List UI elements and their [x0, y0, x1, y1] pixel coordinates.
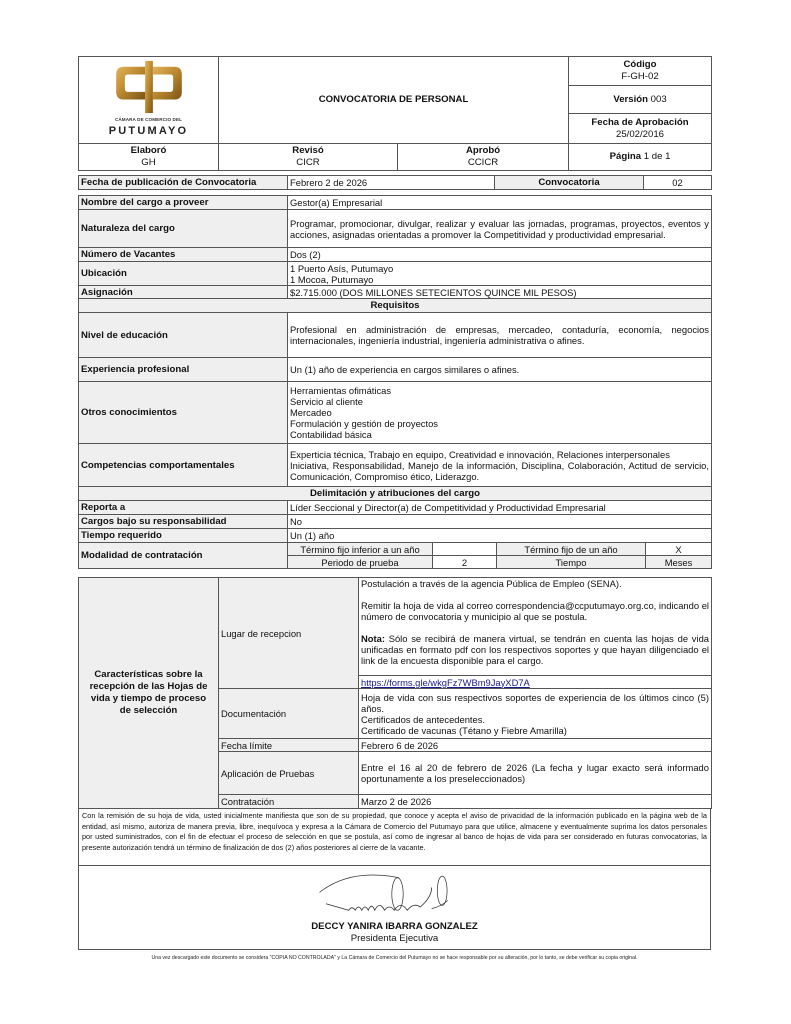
- aprobo-value: CCICR: [467, 157, 499, 168]
- ubicacion-label: Ubicación: [79, 262, 288, 286]
- codigo-label: Código: [623, 59, 657, 70]
- pruebas-value: Entre el 16 al 20 de febrero de 2026 (La fecha y lugar exacto será informado oportunamente a los preseleccionados): [359, 752, 712, 795]
- documentacion-value: [359, 689, 712, 739]
- documentacion-item: Certificados de antecedentes.: [361, 713, 486, 725]
- signature-icon: [291, 868, 491, 920]
- conocimiento-item: Servicio al cliente: [290, 396, 363, 407]
- logo-title: PUTUMAYO: [108, 125, 189, 137]
- document-header: [78, 56, 712, 171]
- nombre-cargo-label: Nombre del cargo a proveer: [79, 196, 288, 210]
- signatory-name: DECCY YANIRA IBARRA GONZALEZ: [311, 921, 478, 932]
- fecha-aprobacion-label: Fecha de Aprobación: [591, 116, 689, 128]
- elaboro-label: Elaboró: [130, 145, 167, 156]
- documentacion-item: Hoja de vida con sus respectivos soportes de experiencia de los últimos cinco (5) años.: [361, 691, 709, 714]
- conocimiento-item: Contabilidad básica: [290, 429, 372, 440]
- encuesta-link[interactable]: https://forms.gle/wkgFz7WBm9JayXD7A: [361, 676, 530, 688]
- nota-text: Sólo se recibirá de manera virtual, se tendrán en cuenta las hojas de vida unificadas en formato pdf con los respectivos soportes y que hayan diligenciado el link de la encuesta disponible para el cargo.: [361, 633, 709, 666]
- vacantes-label: Número de Vacantes: [79, 248, 288, 262]
- otros-conocimientos-value: [288, 382, 712, 444]
- documentacion-item: Certificado de vacunas (Tétano y Fiebre Amarilla): [361, 724, 567, 736]
- educacion-value: Profesional en administración de empresas, mercadeo, contaduría, economía, negocios internacionales, ingeniería industrial, ingeniería administrativa o afines.: [288, 313, 712, 358]
- educacion-label: Nivel de educación: [79, 313, 288, 358]
- termino-fijo-label: Término fijo de un año: [497, 543, 646, 556]
- ubicacion-item: 1 Puerto Asís, Putumayo: [290, 262, 394, 274]
- lugar-value: [359, 578, 712, 676]
- signature-box: [78, 866, 711, 950]
- aprobo-cell: [398, 144, 569, 171]
- codigo-cell: [569, 57, 712, 86]
- vacantes-value: Dos (2): [288, 248, 712, 262]
- version-label: Versión: [613, 93, 648, 105]
- termino-fijo-value: X: [646, 543, 712, 556]
- fecha-limite-value: Febrero 6 de 2026: [359, 739, 712, 752]
- fecha-limite-label: Fecha límite: [219, 739, 359, 752]
- cargos-value: No: [288, 515, 712, 529]
- logo-subtitle: CÁMARA DE COMERCIO DEL: [114, 117, 183, 122]
- termino-inferior-value: [433, 543, 497, 556]
- delimitacion-heading: Delimitación y atribuciones del cargo: [79, 487, 712, 501]
- reviso-label: Revisó: [292, 145, 324, 156]
- aprobo-label: Aprobó: [465, 145, 501, 156]
- cargos-label: Cargos bajo su responsabilidad: [79, 515, 288, 529]
- lugar-paragraph: Postulación a través de la agencia Pública de Empleo (SENA).: [361, 578, 622, 589]
- signatory-role: Presidenta Ejecutiva: [350, 933, 439, 944]
- periodo-prueba-label: Periodo de prueba: [288, 556, 433, 569]
- documentacion-label: Documentación: [219, 689, 359, 739]
- nota-label: Nota:: [361, 633, 385, 644]
- footer-note: Una vez descargado este documento se considera "COPIA NO CONTROLADA" y La Cámara de Comercio del Putumayo no se hace responsable por su alteración, por lo tanto, se debe verificar su copia original.: [151, 955, 638, 961]
- conocimiento-item: Formulación y gestión de proyectos: [290, 418, 438, 429]
- fecha-publicacion-value: Febrero 2 de 2026: [288, 176, 495, 190]
- contratacion-value: Marzo 2 de 2026: [359, 795, 712, 809]
- fecha-publicacion-label: Fecha de publicación de Convocatoria: [79, 176, 288, 190]
- fecha-aprobacion-value: 25/02/2016: [616, 128, 665, 140]
- recepcion-section-label: Características sobre la recepción de las Hojas de vida y tiempo de proceso de selección: [79, 578, 219, 809]
- fecha-aprobacion-cell: [569, 114, 712, 144]
- logo: [79, 57, 218, 143]
- naturaleza-label: Naturaleza del cargo: [79, 210, 288, 248]
- conocimiento-item: Herramientas ofimáticas: [290, 385, 392, 396]
- position-table: [78, 195, 712, 569]
- cc-logo-icon: [109, 59, 189, 115]
- convocatoria-label: Convocatoria: [495, 176, 644, 190]
- publication-table: [78, 175, 712, 190]
- elaboro-cell: [79, 144, 219, 171]
- ubicacion-item: 1 Mocoa, Putumayo: [290, 273, 374, 285]
- privacy-box: [78, 808, 711, 866]
- nombre-cargo-value: Gestor(a) Empresarial: [288, 196, 712, 210]
- tiempo-label: Tiempo: [497, 556, 646, 569]
- requisitos-heading: Requisitos: [79, 299, 712, 313]
- experiencia-label: Experiencia profesional: [79, 358, 288, 382]
- reporta-value: Líder Seccional y Director(a) de Competitividad y Productividad Empresarial: [288, 501, 712, 515]
- naturaleza-value: Programar, promocionar, divulgar, realizar y evaluar las jornadas, programas, proyectos, eventos y acciones, asignadas orientadas a promover la Competitividad y productividad empresarial.: [288, 210, 712, 248]
- competencias-line: Iniciativa, Responsabilidad, Manejo de la información, Disciplina, Colaboración, Actitud de servicio, Comunicación, Compromiso ético, Liderazgo.: [290, 459, 709, 482]
- reporta-label: Reporta a: [79, 501, 288, 515]
- competencias-value: [288, 444, 712, 487]
- reviso-value: CICR: [296, 157, 320, 168]
- pagina-value: 1 de 1: [643, 151, 671, 162]
- tiempo-requerido-value: Un (1) año: [288, 529, 712, 543]
- tiempo-value: Meses: [646, 556, 712, 569]
- ubicacion-value: [288, 262, 712, 286]
- competencias-line: Experticia técnica, Trabajo en equipo, Creatividad e innovación, Relaciones interpersonales: [290, 448, 670, 460]
- nota-paragraph: [361, 633, 709, 666]
- otros-conocimientos-label: Otros conocimientos: [79, 382, 288, 444]
- document-title: CONVOCATORIA DE PERSONAL: [219, 57, 569, 144]
- termino-inferior-label: Término fijo inferior a un año: [288, 543, 433, 556]
- recepcion-table: [78, 577, 712, 809]
- contratacion-label: Contratación: [219, 795, 359, 809]
- convocatoria-value: 02: [644, 176, 712, 190]
- asignacion-label: Asignación: [79, 286, 288, 299]
- logo-cell: [79, 57, 219, 144]
- pagina-cell: [569, 144, 712, 171]
- modalidad-label: Modalidad de contratación: [79, 543, 288, 569]
- codigo-value: F-GH-02: [621, 71, 659, 82]
- signatory-block: [79, 921, 710, 945]
- elaboro-value: GH: [141, 157, 156, 168]
- lugar-paragraph: Remitir la hoja de vida al correo correspondencia@ccputumayo.org.co, indicando el número de convocatoria y municipio al que se postula.: [361, 600, 709, 622]
- privacy-signature-wrapper: [78, 808, 711, 962]
- pagina-label: Página: [609, 151, 642, 162]
- conocimiento-item: Mercadeo: [290, 407, 332, 418]
- lugar-label: Lugar de recepcion: [219, 578, 359, 689]
- link-cell: [359, 676, 712, 689]
- privacy-text: Con la remisión de su hoja de vida, usted inicialmente manifiesta que son de su propiedad, que conoce y acepta el aviso de privacidad de la información publicado en la página web de la entidad, así mismo, autoriza de manera previa, libre, inequívoca y expresa a la Cámara de Comercio del Putumayo para que utilice, almacene y eventualmente suprima los datos personales por usted suministrados, con el fin de efectuar el proceso de selección en que se postula, así como de ingresar al banco de hojas de vida para ser considerado en futuras convocatorias, la presente autorización tendrá un término de finalización de dos (2) años posteriores al cierre de la vacante.: [82, 811, 707, 852]
- asignacion-value: $2.715.000 (DOS MILLONES SETECIENTOS QUINCE MIL PESOS): [288, 286, 712, 299]
- reviso-cell: [219, 144, 398, 171]
- periodo-prueba-value: 2: [433, 556, 497, 569]
- version-cell: [569, 86, 712, 114]
- experiencia-value: Un (1) año de experiencia en cargos similares o afines.: [288, 358, 712, 382]
- pruebas-label: Aplicación de Pruebas: [219, 752, 359, 795]
- version-value: 003: [650, 93, 667, 105]
- tiempo-requerido-label: Tiempo requerido: [79, 529, 288, 543]
- competencias-label: Competencias comportamentales: [79, 444, 288, 487]
